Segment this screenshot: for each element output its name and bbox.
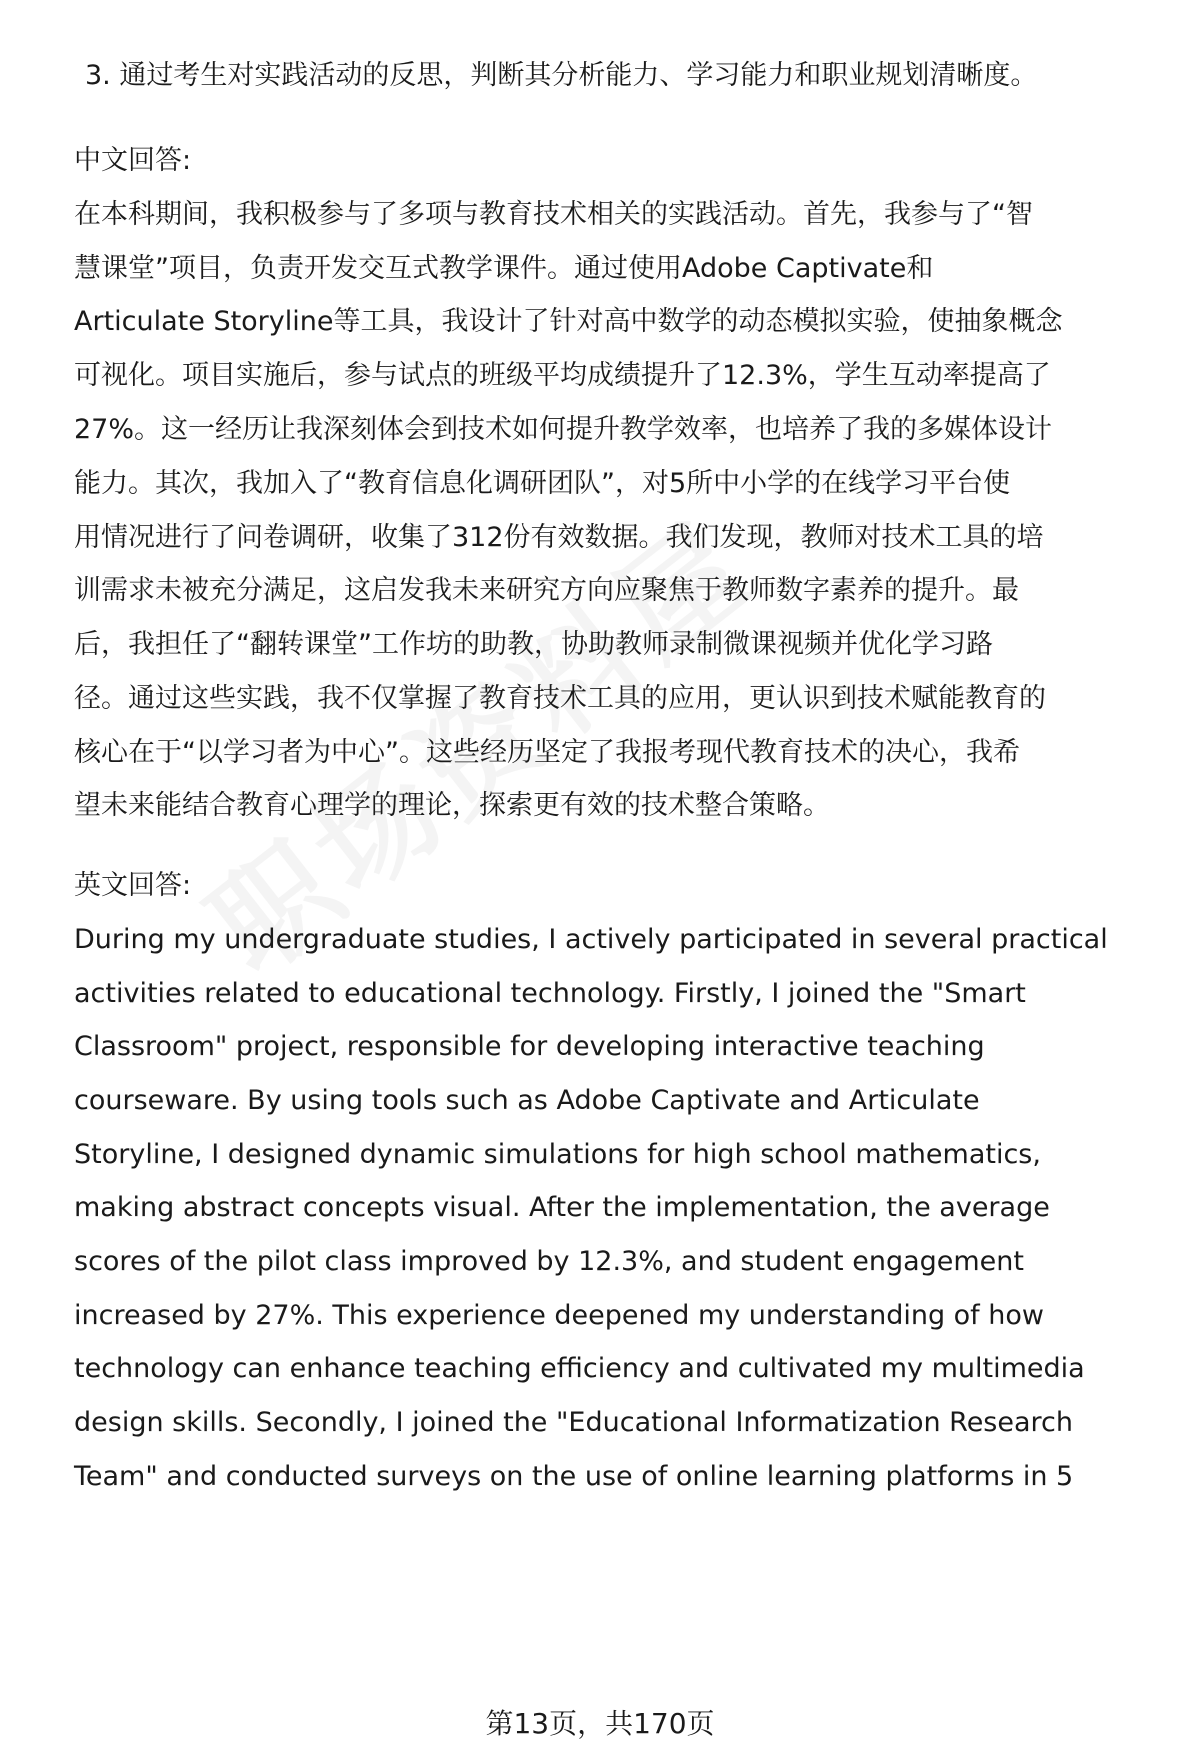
chinese-answer-line: 望未来能结合教育心理学的理论，探索更有效的技术整合策略。: [74, 790, 830, 821]
chinese-answer-line: 训需求未被充分满足，这启发我未来研究方向应聚焦于教师数字素养的提升。最: [74, 575, 1019, 606]
english-answer-line: scores of the pilot class improved by 12.3%, and student engagement: [74, 1246, 1024, 1277]
chinese-answer-line: 核心在于“以学习者为中心”。这些经历坚定了我报考现代教育技术的决心，我希: [74, 737, 1020, 768]
english-answer-line: design skills. Secondly, I joined the "Educational Informatization Research: [74, 1407, 1073, 1438]
chinese-answer-line: 径。通过这些实践，我不仅掌握了教育技术工具的应用，更认识到技术赋能教育的: [74, 683, 1046, 714]
chinese-answer-heading: 中文回答:: [74, 145, 192, 176]
english-answer-heading: 英文回答:: [74, 870, 192, 901]
page-number-footer: 第13页，共170页: [485, 1707, 715, 1740]
english-answer-line: Team" and conducted surveys on the use of online learning platforms in 5: [74, 1461, 1074, 1492]
english-answer-line: activities related to educational technology. Firstly, I joined the "Smart: [74, 978, 1026, 1009]
chinese-answer-line: 慧课堂”项目，负责开发交互式教学课件。通过使用Adobe Captivate和: [74, 253, 934, 284]
chinese-answer-line: 在本科期间，我积极参与了多项与教育技术相关的实践活动。首先，我参与了“智: [74, 199, 1033, 230]
chinese-answer-line: 用情况进行了问卷调研，收集了312份有效数据。我们发现，教师对技术工具的培: [74, 522, 1044, 553]
english-answer-line: Storyline, I designed dynamic simulations for high school mathematics,: [74, 1139, 1041, 1170]
english-answer-line: courseware. By using tools such as Adobe Captivate and Articulate: [74, 1085, 980, 1116]
chinese-answer-line: 27%。这一经历让我深刻体会到技术如何提升教学效率，也培养了我的多媒体设计: [74, 414, 1053, 445]
chinese-answer-line: 后，我担任了“翻转课堂”工作坊的助教，协助教师录制微课视频并优化学习路: [74, 629, 993, 660]
english-answer-line: Classroom" project, responsible for developing interactive teaching: [74, 1031, 985, 1062]
question-item: 3. 通过考生对实践活动的反思，判断其分析能力、学习能力和职业规划清晰度。: [85, 60, 1038, 91]
english-answer-line: During my undergraduate studies, I actively participated in several practical: [74, 924, 1108, 955]
english-answer-line: technology can enhance teaching efficiency and cultivated my multimedia: [74, 1353, 1085, 1384]
chinese-answer-line: Articulate Storyline等工具，我设计了针对高中数学的动态模拟实验，使抽象概念: [74, 306, 1063, 337]
chinese-answer-line: 能力。其次，我加入了“教育信息化调研团队”，对5所中小学的在线学习平台使: [74, 468, 1011, 499]
chinese-answer-line: 可视化。项目实施后，参与试点的班级平均成绩提升了12.3%，学生互动率提高了: [74, 360, 1051, 391]
english-answer-line: making abstract concepts visual. After the implementation, the average: [74, 1192, 1050, 1223]
english-answer-line: increased by 27%. This experience deepened my understanding of how: [74, 1300, 1044, 1331]
